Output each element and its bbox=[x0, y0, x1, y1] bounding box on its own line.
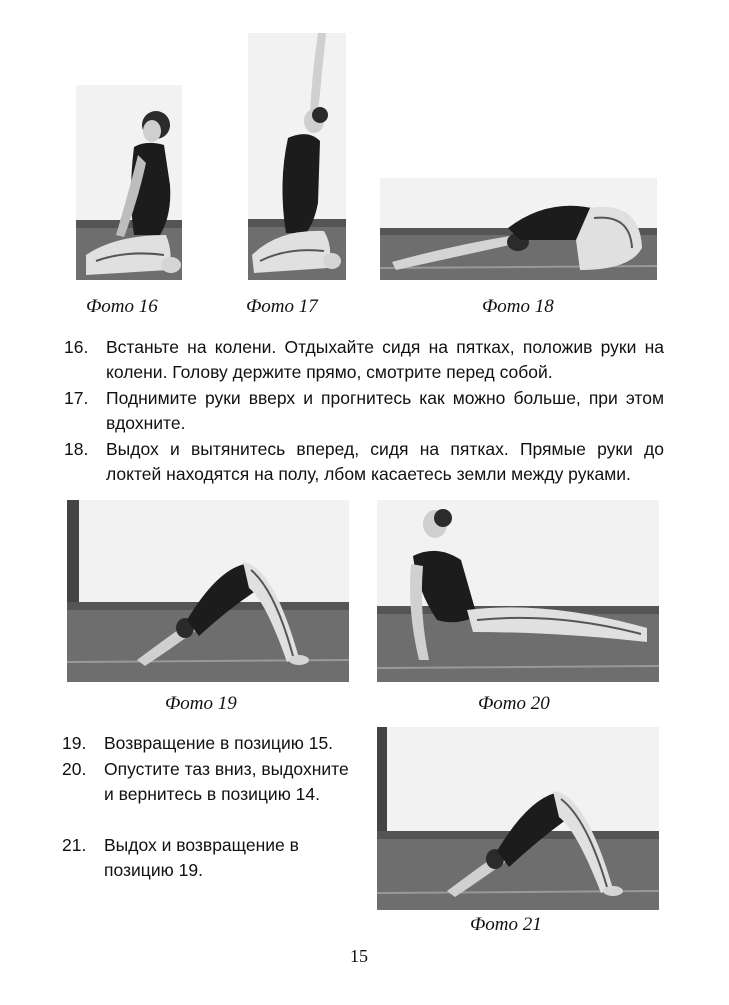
instruction-19 bbox=[62, 731, 352, 756]
caption-photo-17: Фото 17 bbox=[246, 296, 318, 317]
photo-21 bbox=[377, 727, 659, 910]
instruction-text: Выдох и вытянитесь вперед, сидя на пятках. Прямые руки до локтей находятся на полу, лбом касаетесь земли между руками. bbox=[106, 439, 664, 484]
instruction-number: 17. bbox=[64, 388, 89, 408]
caption-photo-21: Фото 21 bbox=[470, 914, 542, 935]
caption-photo-16: Фото 16 bbox=[86, 296, 158, 317]
caption-photo-18: Фото 18 bbox=[482, 296, 554, 317]
caption-photo-19: Фото 19 bbox=[165, 693, 237, 714]
photo-19 bbox=[67, 500, 349, 682]
instruction-number: 16. bbox=[64, 337, 89, 357]
instruction-text: Выдох и возвращение в позицию 19. bbox=[104, 835, 299, 880]
photo-18 bbox=[380, 178, 657, 280]
instruction-number: 19. bbox=[62, 733, 87, 753]
instruction-number: 18. bbox=[64, 439, 89, 459]
instruction-text: Встаньте на колени. Отдыхайте сидя на пятках, положив руки на колени. Голову держите прямо, смотрите перед собой. bbox=[106, 337, 664, 382]
instruction-18 bbox=[64, 437, 664, 487]
instruction-number: 21. bbox=[62, 835, 87, 855]
photo-16 bbox=[76, 85, 182, 280]
instruction-17 bbox=[64, 386, 664, 436]
page-number: 15 bbox=[350, 946, 368, 966]
photo-20 bbox=[377, 500, 659, 682]
instruction-20 bbox=[62, 757, 352, 807]
instruction-number: 20. bbox=[62, 759, 87, 779]
instruction-text: Поднимите руки вверх и прогнитесь как можно больше, при этом вдохните. bbox=[106, 388, 664, 433]
instruction-16 bbox=[64, 335, 664, 385]
photo-17 bbox=[248, 33, 346, 280]
instruction-text: Возвращение в позицию 15. bbox=[104, 733, 334, 753]
instruction-text: Опустите таз вниз, выдохните и вернитесь в позицию 14. bbox=[104, 759, 349, 804]
caption-photo-20: Фото 20 bbox=[478, 693, 550, 714]
instruction-21 bbox=[62, 833, 352, 883]
